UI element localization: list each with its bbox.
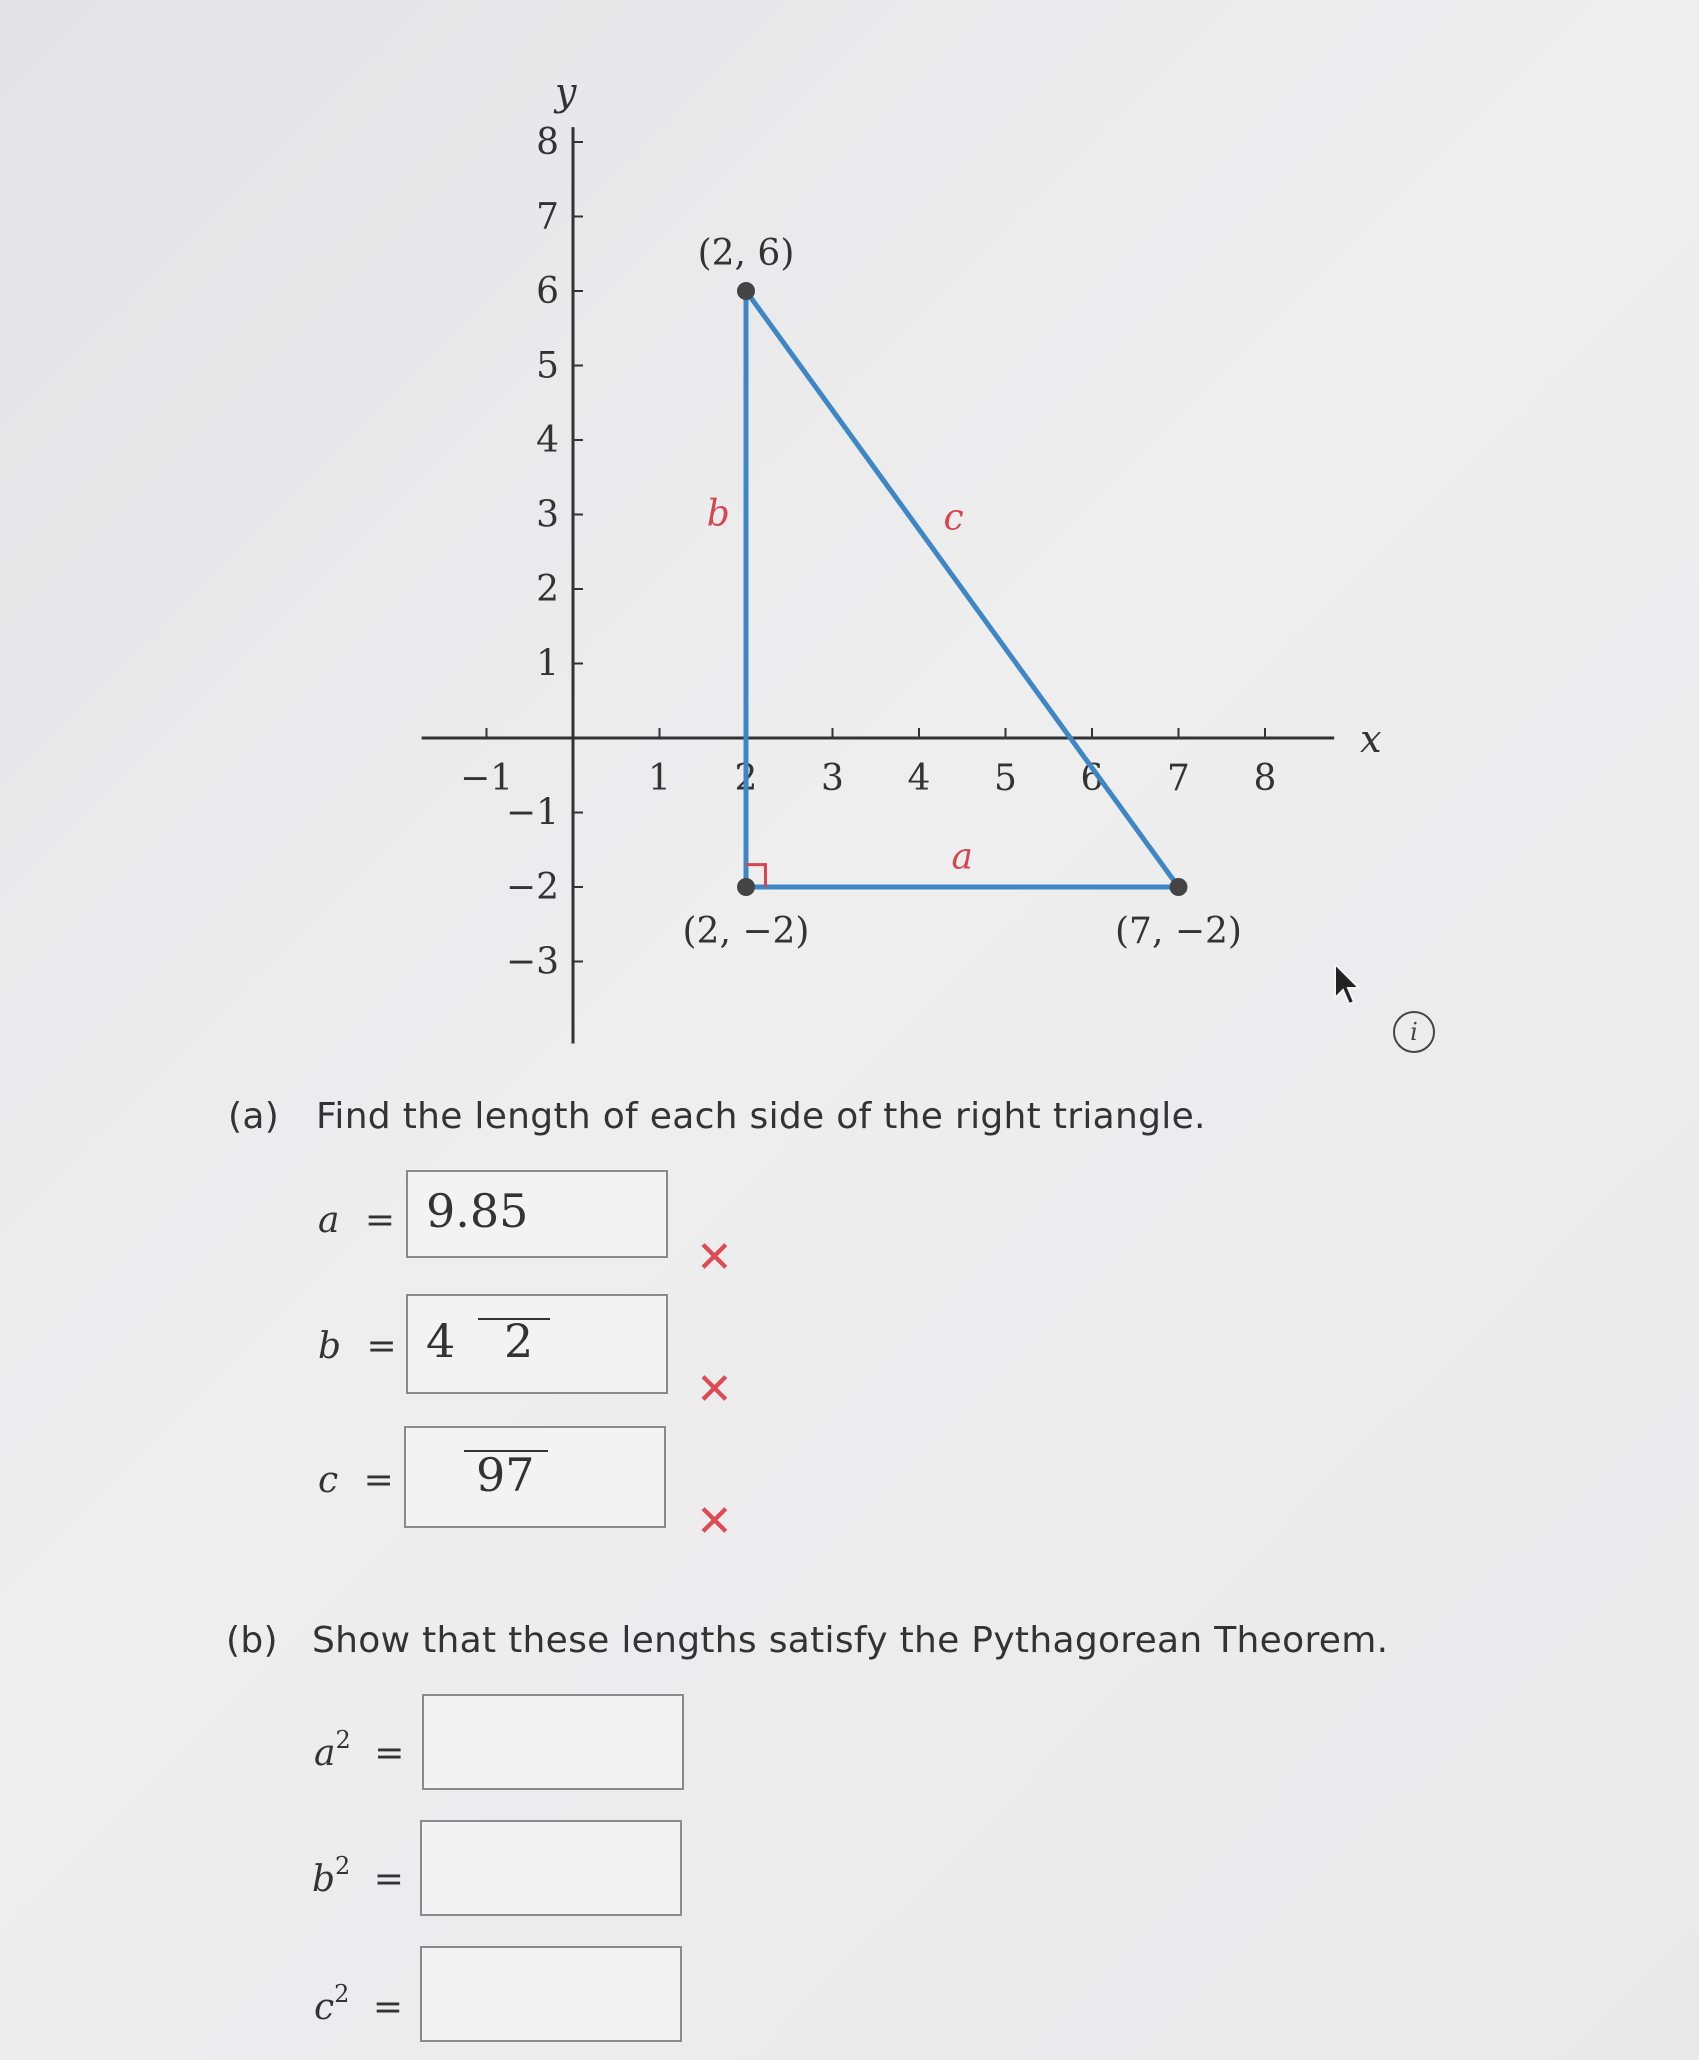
coordinate-axes [422,70,1382,1044]
point-coordinate-label: (2, −2) [682,910,810,952]
x-tick-label: 6 [1080,758,1104,799]
exponent: 2 [335,1852,351,1880]
a-variable: a [314,1733,336,1774]
y-axis-label: y [555,69,577,114]
c-squared-label [314,1980,404,2028]
y-tick-label: 2 [536,569,559,610]
y-tick-label: 3 [536,494,559,536]
b-answer-coefficient: 4 [426,1314,456,1368]
equals-sign: = [372,1987,404,2028]
part-b-prompt: Show that these lengths satisfy the Pythagorean Theorem. [312,1620,1389,1661]
b-squared-input[interactable] [420,1820,682,1916]
b-field-label [318,1326,397,1367]
point-coordinate-label: (7, −2) [1115,910,1242,952]
part-a-prompt: Find the length of each side of the right triangle. [316,1096,1206,1137]
part-a-prefix: (a) [228,1096,280,1137]
x-tick-label: 1 [648,758,671,799]
c-answer-radicand: 97 [476,1448,535,1502]
point-coordinate-label: (2, 6) [697,232,795,274]
equals-sign: = [364,1200,396,1241]
x-tick-label: 5 [994,758,1017,799]
a-answer-value: 9.85 [426,1184,529,1238]
side-label-c: c [943,497,964,539]
y-tick-label: 5 [536,345,559,387]
x-tick-label: 2 [734,758,758,799]
b-answer-radicand: 2 [504,1314,534,1368]
equals-sign: = [363,1460,394,1501]
right-triangle [707,282,1188,896]
y-tick-label: −3 [505,941,559,983]
b-answer-input[interactable] [406,1294,668,1394]
c-answer-input[interactable] [404,1426,666,1528]
vertex-point [737,282,755,300]
x-tick-label: 3 [821,758,844,799]
y-tick-label: −1 [505,792,559,834]
a-variable: a [318,1200,340,1241]
exponent: 2 [334,1980,350,2008]
b-variable: b [318,1326,342,1367]
exponent: 2 [335,1726,351,1754]
side-label-a: a [951,836,973,878]
x-tick-label: 8 [1253,758,1277,799]
equals-sign: = [374,1733,405,1774]
y-tick-label: 4 [536,420,559,461]
x-mark-icon: ✕ [696,1232,733,1283]
a-squared-label [314,1726,405,1774]
x-tick-label: −1 [459,758,514,799]
vertex-point [737,878,755,896]
x-axis-label: x [1360,717,1382,761]
x-mark-icon: ✕ [696,1364,733,1415]
vertex-point [1170,878,1188,896]
y-tick-label: 6 [536,271,559,312]
a-squared-input[interactable] [422,1694,684,1790]
y-tick-label: 1 [536,643,559,685]
c-variable: c [318,1460,339,1501]
side-label-b: b [706,493,730,535]
a-answer-input[interactable] [406,1170,668,1258]
c-field-label [318,1460,394,1501]
part-b-prefix: (b) [226,1620,278,1661]
equals-sign: = [366,1326,397,1367]
b-variable: b [312,1859,336,1900]
c-variable: c [314,1987,335,2028]
triangle-sides [746,291,1179,887]
y-tick-label: 8 [536,122,559,163]
y-tick-label: 7 [536,196,559,238]
x-tick-label: 7 [1167,758,1190,799]
x-tick-label: 4 [907,758,931,799]
y-tick-label: −2 [505,867,559,908]
b-squared-label [312,1852,404,1900]
c-squared-input[interactable] [420,1946,682,2042]
a-field-label [318,1200,395,1241]
equals-sign: = [373,1859,404,1900]
mouse-cursor-icon [1332,962,1364,1008]
x-mark-icon: ✕ [696,1496,733,1547]
info-icon[interactable]: i [1393,1011,1435,1053]
